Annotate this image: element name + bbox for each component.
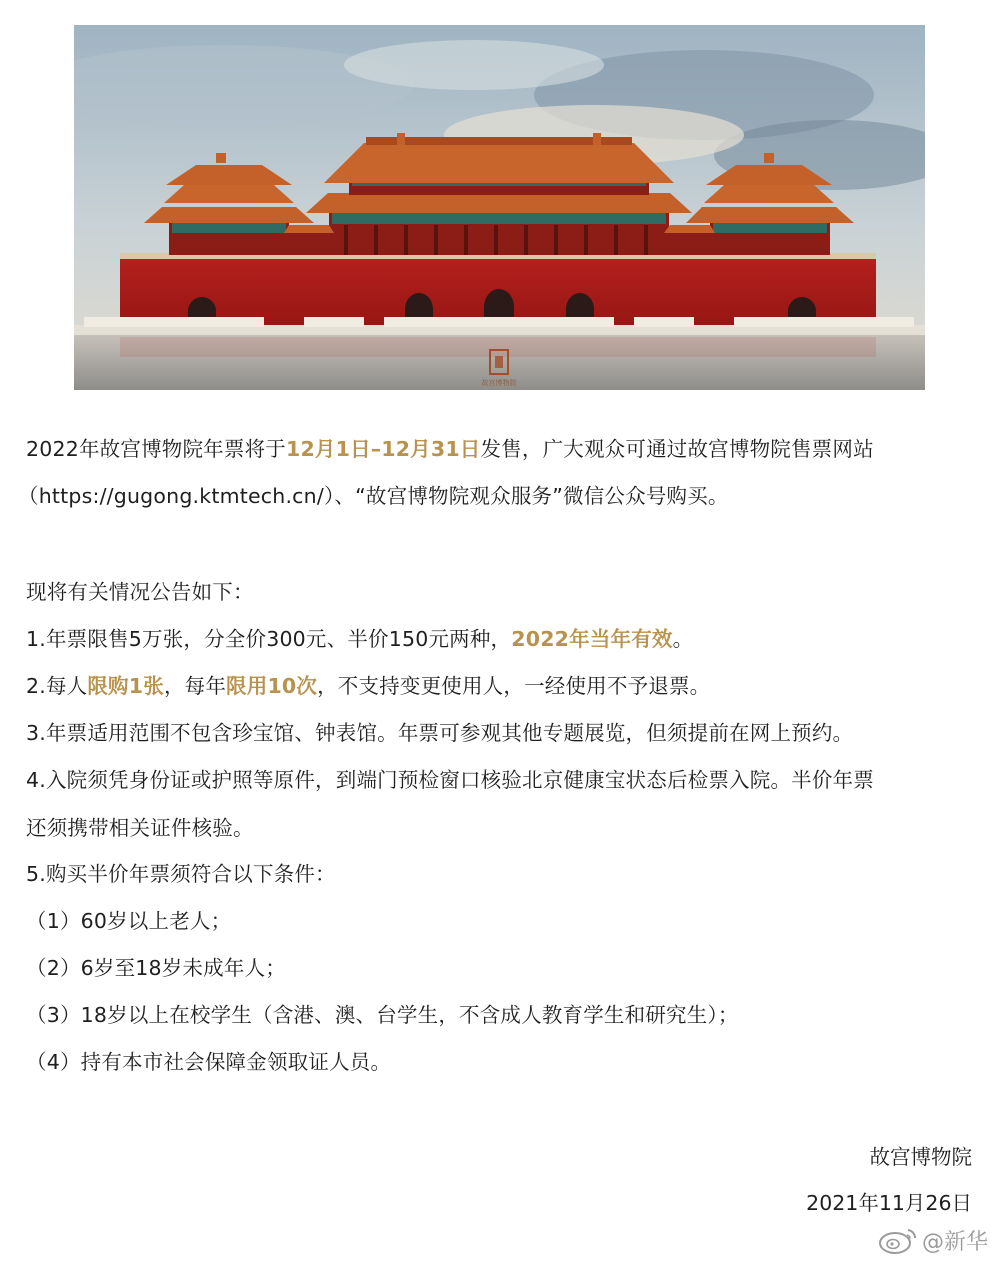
item-text: 1.年票限售5万张，分全价300元、半价150元两种， [26,627,512,651]
item-text: 2.每人 [26,674,88,698]
purchase-limit-highlight: 限购1张 [87,674,164,698]
weibo-logo-icon [878,1225,918,1255]
item-text: ，不支持变更使用人，一经使用不予退票。 [317,674,711,698]
intro-text: 发售，广大观众可通过故宫博物院售票网站 [480,437,874,461]
signature-date: 2021年11月26日 [806,1191,972,1215]
meridian-gate-illustration [74,25,925,390]
usage-limit-highlight: 限用10次 [226,674,318,698]
condition-2: （2）6岁至18岁未成年人； [26,956,286,980]
notice-item-3: 3.年票适用范围不包含珍宝馆、钟表馆。年票可参观其他专题展览，但须提前在网上预约。 [26,721,854,745]
notice-heading: 现将有关情况公告如下： [26,580,254,604]
condition-1: （1）60岁以上老人； [26,909,232,933]
intro-text: 2022年故宫博物院年票将于 [26,437,286,461]
item-text: 。 [672,627,694,651]
notice-item-1 [26,622,693,652]
condition-4: （4）持有本市社会保障金领取证人员。 [26,1050,392,1074]
signature-org: 故宫博物院 [869,1145,972,1169]
validity-highlight: 2022年当年有效 [511,627,673,651]
intro-line-2: （https://gugong.ktmtech.cn/）、“故宫博物院观众服务”微信公众号购买。 [18,484,729,508]
notice-item-4-line-1: 4.入院须凭身份证或护照等原件，到端门预检窗口核验北京健康宝状态后检票入院。半价年票 [26,768,874,792]
item-text: ，每年 [163,674,227,698]
sale-date-highlight: 12月1日–12月31日 [285,437,481,461]
intro-line-1 [26,432,874,462]
weibo-watermark [878,1222,988,1258]
watermark-text: @新华 [922,1229,989,1255]
condition-3: （3）18岁以上在校学生（含港、澳、台学生，不含成人教育学生和研究生）； [26,1003,739,1027]
notice-item-4-line-2: 还须携带相关证件核验。 [26,816,254,840]
notice-item-2 [26,669,710,699]
hero-image [74,25,925,390]
notice-item-5: 5.购买半价年票须符合以下条件： [26,862,336,886]
seal-text: 故宫博物院 [481,379,517,387]
